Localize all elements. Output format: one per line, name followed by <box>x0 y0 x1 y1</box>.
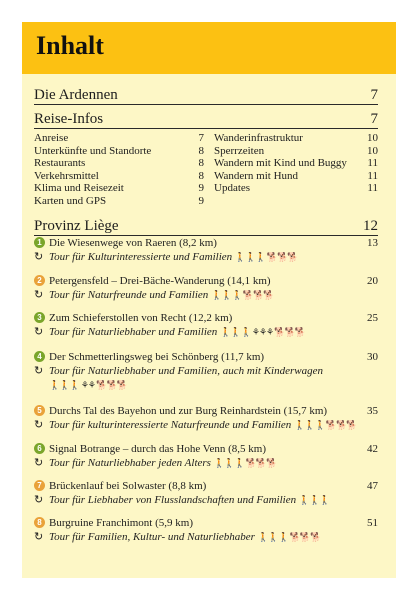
tour-description-row <box>34 456 378 470</box>
reise-info-label: Klima und Reisezeit <box>34 182 124 194</box>
tour-number-badge: 6 <box>34 443 45 454</box>
tour-page: 51 <box>367 517 378 529</box>
tour-suitability-icons: 🚶🚶🚶 🐕🐕🐕 <box>234 252 298 262</box>
tour-description-row <box>34 493 378 507</box>
reise-info-item[interactable] <box>214 132 378 145</box>
reise-info-item[interactable] <box>214 157 378 170</box>
loop-arrow-icon: ↻ <box>34 419 44 431</box>
tour-number-badge: 5 <box>34 405 45 416</box>
reise-info-page: 11 <box>367 157 378 169</box>
reise-info-item[interactable] <box>214 170 378 183</box>
reise-info-label: Sperrzeiten <box>214 144 265 157</box>
tour-title-row <box>34 350 378 364</box>
tour-title: Petergensfeld – Drei-Bäche-Wanderung (14,1 km) <box>49 275 271 287</box>
tour-description: Tour für Kulturinteressierte und Familien <box>49 251 233 263</box>
tour-title-row <box>34 274 378 288</box>
section-title: Reise-Infos <box>34 111 104 127</box>
tour-page: 20 <box>367 275 378 287</box>
tour-suitability-icons: 🚶🚶🚶 🐕🐕🐕 <box>294 420 357 430</box>
tour-suitability-icons: 🚶🚶🚶 <box>298 495 330 505</box>
tour-suitability-icons: 🚶🚶🚶 ⚘⚘ 🐕🐕🐕 <box>49 380 127 390</box>
tour-suitability-icons: 🚶🚶🚶 🐕🐕🐕 <box>213 458 277 468</box>
loop-arrow-icon: ↻ <box>34 531 44 543</box>
tour-title-row <box>34 479 378 493</box>
tour-title-row <box>34 516 378 530</box>
tour-number-badge: 3 <box>34 312 45 323</box>
reise-info-label: Verkehrsmittel <box>34 169 99 182</box>
tour-number-badge: 2 <box>34 275 45 286</box>
tour-description-row <box>34 325 378 339</box>
tour-description: Tour für kulturinteressierte Naturfreunde und Familien <box>49 419 292 431</box>
reise-info-page: 10 <box>367 132 378 144</box>
reise-info-label: Wanderinfrastruktur <box>214 132 303 144</box>
reise-info-item[interactable] <box>34 195 204 208</box>
loop-arrow-icon: ↻ <box>34 289 44 301</box>
tour-title: Burgruine Franchimont (5,9 km) <box>49 517 193 529</box>
tour-description-row <box>34 418 378 432</box>
tour-entry[interactable] <box>34 404 378 432</box>
reise-info-page: 9 <box>198 182 204 194</box>
tour-title: Durchs Tal des Bayehon und zur Burg Reinhardstein (15,7 km) <box>49 405 328 417</box>
tour-suitability-icons: 🚶🚶🚶 🐕🐕🐕 <box>211 290 274 300</box>
tour-page: 42 <box>367 443 378 455</box>
reise-info-page: 8 <box>198 157 204 169</box>
tour-title-row <box>34 311 378 325</box>
tour-description-row <box>34 364 378 378</box>
section-title: Die Ardennen <box>34 87 118 103</box>
reise-info-page: 9 <box>198 194 204 207</box>
tour-title: Der Schmetterlingsweg bei Schönberg (11,7 km) <box>49 351 265 363</box>
reise-info-page: 7 <box>198 132 204 144</box>
tour-number-badge: 7 <box>34 480 45 491</box>
reise-infos-right-list <box>214 132 378 195</box>
tour-description: Tour für Naturliebhaber und Familien, auch mit Kinderwagen <box>49 365 323 377</box>
section-title: Provinz Liège <box>34 218 119 234</box>
tour-description-row <box>34 250 378 264</box>
tour-number-badge: 1 <box>34 237 45 248</box>
reise-info-item[interactable] <box>34 157 204 170</box>
tour-number-badge: 4 <box>34 351 45 362</box>
reise-info-label: Restaurants <box>34 157 86 169</box>
reise-info-item[interactable] <box>34 145 204 158</box>
tour-description: Tour für Naturliebhaber und Familien <box>49 326 218 338</box>
tour-page: 30 <box>367 351 378 363</box>
loop-arrow-icon: ↻ <box>34 494 44 506</box>
tour-page: 35 <box>367 405 378 417</box>
reise-info-item[interactable] <box>34 170 204 183</box>
tour-entry[interactable] <box>34 516 378 544</box>
tour-entry[interactable] <box>34 236 378 264</box>
reise-info-label: Wandern mit Hund <box>214 169 299 182</box>
reise-info-item[interactable] <box>214 145 378 158</box>
page-title: Inhalt <box>36 31 104 60</box>
section-provinz-liege[interactable] <box>34 217 378 236</box>
tour-number-badge: 8 <box>34 517 45 528</box>
reise-info-page: 11 <box>367 169 378 182</box>
tour-suitability-icons: 🚶🚶🚶 🐕🐕🐕 <box>257 532 321 542</box>
section-page: 7 <box>370 87 378 103</box>
loop-arrow-icon: ↻ <box>34 251 44 263</box>
reise-info-page: 11 <box>367 182 378 194</box>
section-page: 7 <box>370 111 378 127</box>
reise-info-page: 10 <box>367 144 378 157</box>
section-reise-infos[interactable] <box>34 110 378 129</box>
tour-entry[interactable] <box>34 442 378 470</box>
loop-arrow-icon: ↻ <box>34 365 44 377</box>
tour-description-row <box>34 288 378 302</box>
loop-arrow-icon: ↻ <box>34 326 44 338</box>
tour-page: 13 <box>367 237 378 249</box>
reise-info-label: Anreise <box>34 132 69 144</box>
tour-page: 47 <box>367 480 378 492</box>
tour-title-row <box>34 442 378 456</box>
header-bar <box>22 22 396 74</box>
section-page: 12 <box>363 218 378 234</box>
tour-entry[interactable] <box>34 479 378 507</box>
tour-title: Brückenlauf bei Solwaster (8,8 km) <box>49 480 207 492</box>
reise-infos-left-list <box>34 132 204 207</box>
tour-icons-row <box>34 378 378 392</box>
tour-description-row <box>34 530 378 544</box>
tour-description: Tour für Naturfreunde und Familien <box>49 289 209 301</box>
section-ardennen[interactable] <box>34 86 378 105</box>
reise-info-label: Unterkünfte und Standorte <box>34 144 152 157</box>
tour-entry[interactable] <box>34 350 378 392</box>
tour-title-row <box>34 236 378 250</box>
reise-info-item[interactable] <box>214 182 378 195</box>
contents-panel <box>22 74 396 578</box>
reise-info-item[interactable] <box>34 182 204 195</box>
loop-arrow-icon: ↻ <box>34 457 44 469</box>
tour-description: Tour für Naturliebhaber jeden Alters <box>49 457 211 469</box>
tour-entry[interactable] <box>34 311 378 339</box>
reise-info-item[interactable] <box>34 132 204 145</box>
tour-title-row <box>34 404 378 418</box>
tour-title: Zum Schieferstollen von Recht (12,2 km) <box>49 312 233 324</box>
reise-info-label: Wandern mit Kind und Buggy <box>214 157 347 169</box>
tour-suitability-icons: 🚶🚶🚶 ⚘⚘⚘ 🐕🐕🐕 <box>220 327 305 337</box>
tour-title: Die Wiesenwege von Raeren (8,2 km) <box>49 237 217 249</box>
tour-title: Signal Botrange – durch das Hohe Venn (8,5 km) <box>49 443 267 455</box>
tour-description: Tour für Familien, Kultur- und Naturliebhaber <box>49 531 255 543</box>
reise-info-label: Updates <box>214 182 251 194</box>
tour-page: 25 <box>367 312 378 324</box>
reise-info-page: 8 <box>198 144 204 157</box>
reise-info-page: 8 <box>198 169 204 182</box>
reise-info-label: Karten und GPS <box>34 194 107 207</box>
tour-entry[interactable] <box>34 274 378 302</box>
tour-description: Tour für Liebhaber von Flusslandschaften und Familien <box>49 494 297 506</box>
